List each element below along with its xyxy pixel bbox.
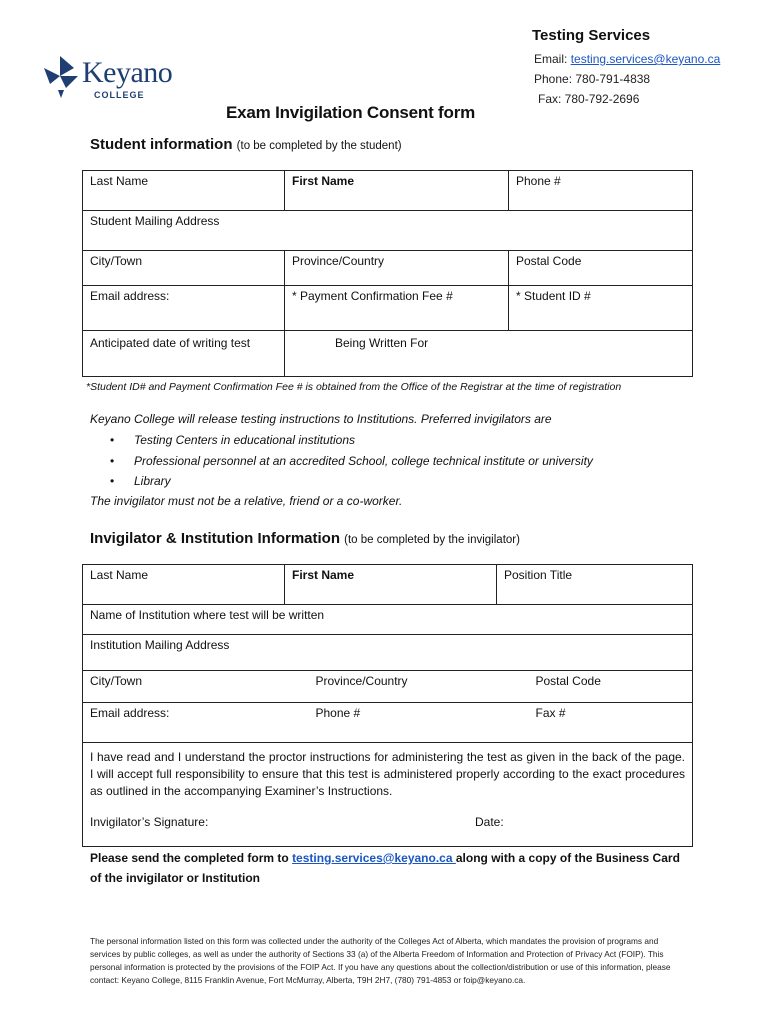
field-label: Postal Code xyxy=(516,254,582,268)
student-id-field[interactable] xyxy=(509,286,693,331)
field-label: Fax # xyxy=(535,706,566,720)
registrar-footnote: *Student ID# and Payment Confirmation Fee # is obtained from the Office of the Registrar at the time of registration xyxy=(86,381,622,393)
invigilator-province-field[interactable] xyxy=(309,671,529,703)
field-label: Email address: xyxy=(90,289,170,303)
logo-subtitle: COLLEGE xyxy=(94,90,145,100)
field-label: Province/Country xyxy=(292,254,385,268)
student-info-table xyxy=(82,170,693,377)
student-province-field[interactable] xyxy=(285,251,509,286)
invigilator-phone-field[interactable] xyxy=(309,703,529,743)
invigilator-first-name-field[interactable] xyxy=(285,565,497,605)
keyano-logo-icon xyxy=(40,54,82,100)
testing-services-title: Testing Services xyxy=(532,27,651,44)
invigilator-last-name-field[interactable] xyxy=(83,565,285,605)
student-last-name-field[interactable] xyxy=(83,171,285,211)
field-label: City/Town xyxy=(90,254,143,268)
field-label: Name of Institution where test will be written xyxy=(90,608,325,622)
field-label: Being Written For xyxy=(335,336,429,350)
invigilator-declaration-field[interactable] xyxy=(83,743,693,847)
declaration-statement: I have read and I understand the proctor instructions for administering the test as given in the back of the page. I will accept full responsibility to ensure that this test is administered properly according to the exact procedures as outlined in the accompanying Examiner’s Instructions. xyxy=(90,750,686,798)
student-city-field[interactable] xyxy=(83,251,285,286)
privacy-notice: The personal information listed on this form was collected under the authority of the Colleges Act of Alberta, which mandates the provision of programs and services by public colleges, as well as under the authority of Sections 33 (a) of the Alberta Freedom of Information and Protection of Privacy Act (FOIP). This personal information is protected by the provisions of the FOIP Act. If you have any questions about the collection/distribution or use of this information, please contact: Keyano College, 8115 Franklin Avenue, Fort McMurray, Alberta, T9H 2H7, (780) 791-4853 or foip@keyano.ca. xyxy=(90,936,671,985)
anticipated-date-field[interactable] xyxy=(83,331,285,377)
signature-label: Invigilator’s Signature: xyxy=(90,815,209,829)
field-label: Email address: xyxy=(90,706,170,720)
logo-wordmark: Keyano xyxy=(82,56,173,89)
invigilator-info-table xyxy=(82,564,693,847)
field-label: Last Name xyxy=(90,568,149,582)
field-label: * Student ID # xyxy=(516,289,591,303)
contact-email xyxy=(534,52,720,66)
date-label: Date: xyxy=(475,815,504,829)
institution-name-field[interactable] xyxy=(83,605,693,635)
email-label: Email: xyxy=(534,52,568,66)
send-text-after: along with a copy of the Business Card of the invigilator or Institution xyxy=(90,851,680,885)
email-link[interactable]: testing.services@keyano.ca xyxy=(570,52,721,66)
student-phone-field[interactable] xyxy=(509,171,693,211)
field-label: Province/Country xyxy=(315,674,408,688)
institution-mailing-address-field[interactable] xyxy=(83,635,693,671)
invigilator-postal-code-field[interactable] xyxy=(529,671,693,703)
field-label: Last Name xyxy=(90,174,149,188)
field-label: Phone # xyxy=(516,174,561,188)
field-label: Postal Code xyxy=(535,674,601,688)
invigilator-heading-note: (to be completed by the invigilator) xyxy=(344,534,520,546)
student-mailing-address-field[interactable] xyxy=(83,211,693,251)
field-label: Student Mailing Address xyxy=(90,214,220,228)
student-first-name-field[interactable] xyxy=(285,171,509,211)
student-section-heading xyxy=(90,136,402,153)
student-heading-note: (to be completed by the student) xyxy=(236,140,402,152)
field-label: First Name xyxy=(292,568,355,582)
field-label: Position Title xyxy=(504,568,573,582)
invigilator-heading-text: Invigilator & Institution Information xyxy=(90,530,340,547)
field-label: First Name xyxy=(292,174,355,188)
position-title-field[interactable] xyxy=(497,565,693,605)
contact-phone: Phone: 780-791-4838 xyxy=(534,72,651,86)
student-heading-text: Student information xyxy=(90,136,233,153)
field-label: Phone # xyxy=(315,706,361,720)
send-email-link[interactable]: testing.services@keyano.ca xyxy=(292,851,456,865)
payment-confirmation-field[interactable] xyxy=(285,286,509,331)
send-text-before: Please send the completed form to xyxy=(90,851,293,865)
student-postal-code-field[interactable] xyxy=(509,251,693,286)
send-instructions xyxy=(90,848,690,888)
being-written-for-field[interactable] xyxy=(285,331,693,377)
keyano-logo xyxy=(40,54,200,104)
field-label: * Payment Confirmation Fee # xyxy=(292,289,453,303)
invigilator-section-heading xyxy=(90,530,520,547)
student-email-field[interactable] xyxy=(83,286,285,331)
invigilator-city-field[interactable] xyxy=(83,671,309,703)
invigilator-fax-field[interactable] xyxy=(529,703,693,743)
field-label: Anticipated date of writing test xyxy=(90,336,251,350)
instructions-outro: The invigilator must not be a relative, friend or a co-worker. xyxy=(90,494,403,508)
field-label: City/Town xyxy=(90,674,143,688)
invigilator-email-field[interactable] xyxy=(83,703,309,743)
field-label: Institution Mailing Address xyxy=(90,638,230,652)
page-title: Exam Invigilation Consent form xyxy=(226,103,476,122)
instructions-intro: Keyano College will release testing instructions to Institutions. Preferred invigilators are xyxy=(90,412,552,426)
contact-fax: Fax: 780-792-2696 xyxy=(538,92,640,106)
